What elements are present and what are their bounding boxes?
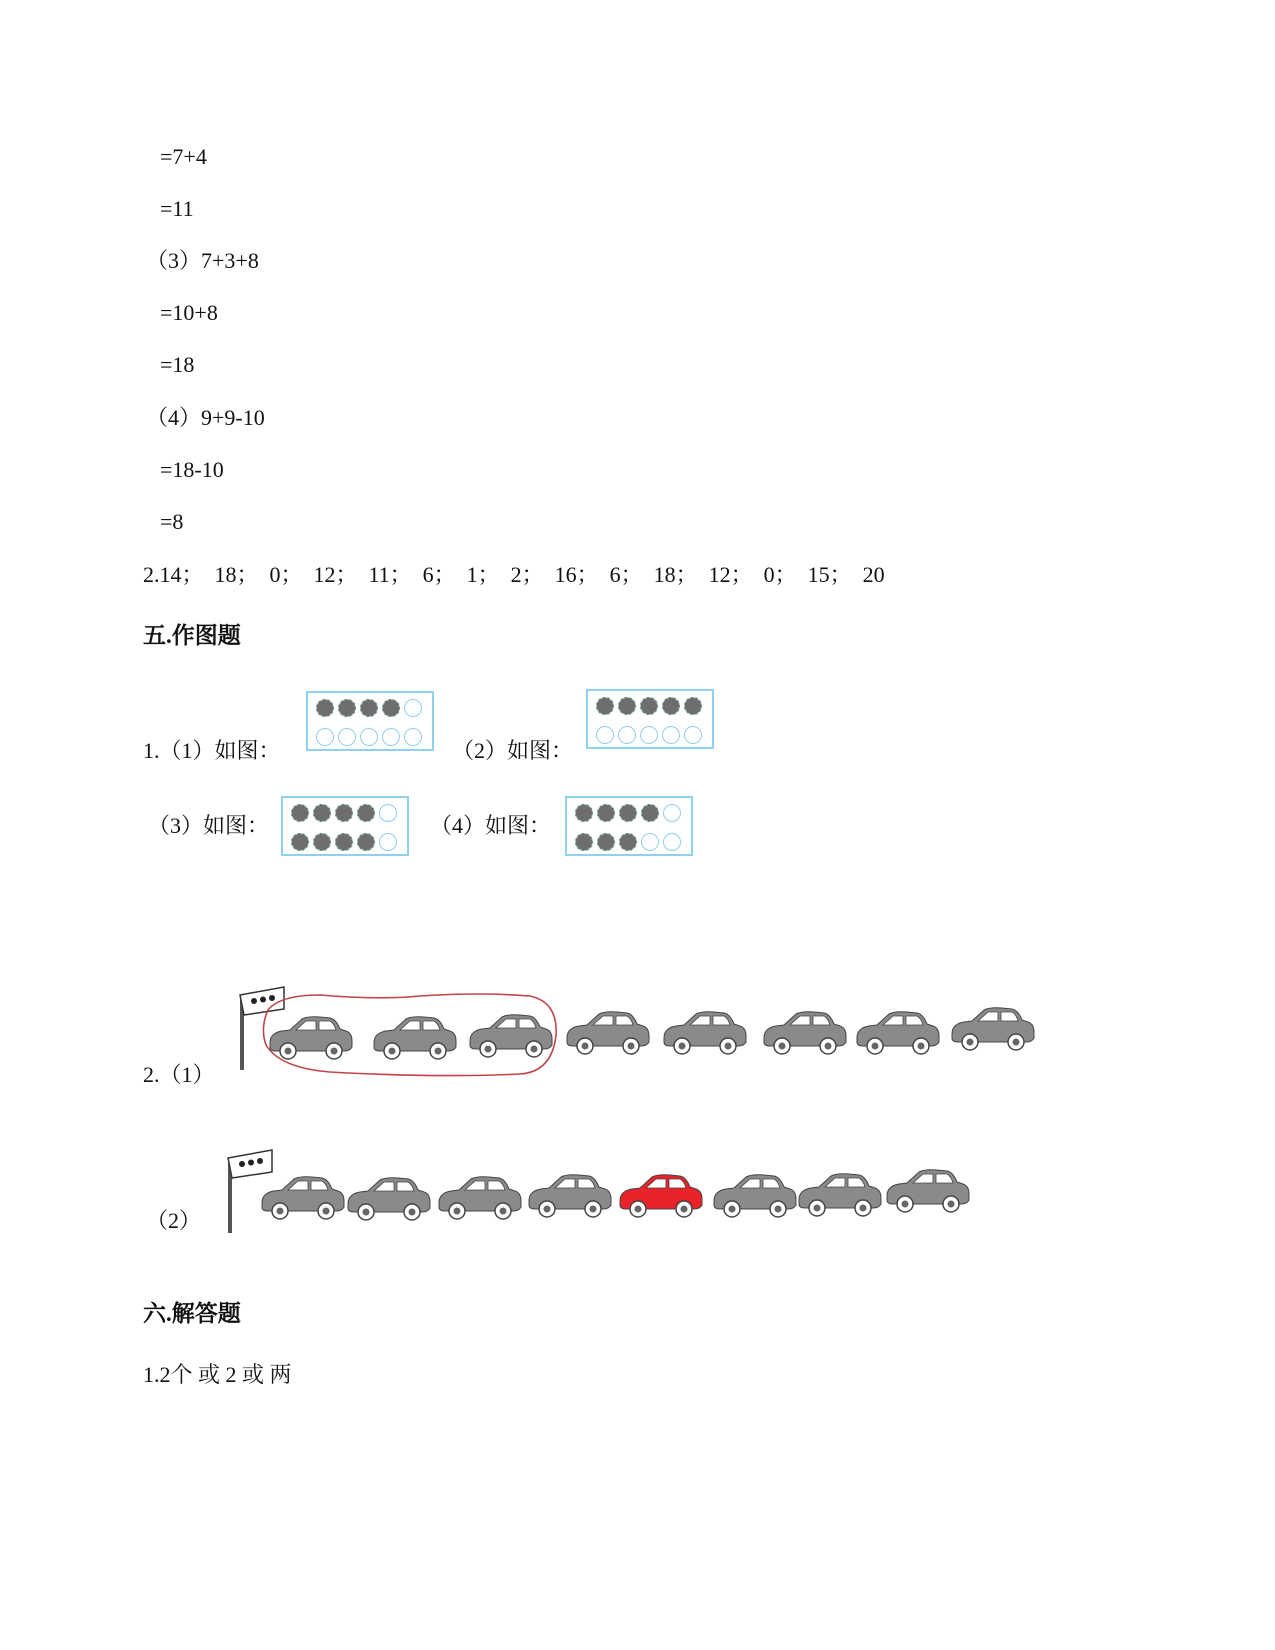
car-icon bbox=[567, 1012, 649, 1054]
calc-line: =11 bbox=[160, 196, 194, 221]
car-icon bbox=[470, 1015, 552, 1057]
question-label: （3）如图： bbox=[148, 813, 270, 838]
calc-line: （3）7+3+8 bbox=[146, 248, 259, 273]
question-label: （2） bbox=[146, 1208, 202, 1233]
car-icon bbox=[374, 1017, 456, 1059]
calc-line: =10+8 bbox=[160, 300, 218, 325]
red-car-icon bbox=[620, 1175, 702, 1217]
traffic-signal-icon bbox=[228, 1150, 272, 1233]
question-label: 1.（1）如图： bbox=[143, 738, 281, 763]
calc-line: =8 bbox=[160, 509, 184, 534]
section-title: 六.解答题 bbox=[143, 1301, 241, 1326]
answer-line: 1.2个 或 2 或 两 bbox=[143, 1362, 292, 1387]
car-icon bbox=[664, 1012, 746, 1054]
car-icon bbox=[262, 1177, 344, 1219]
car-icon bbox=[887, 1170, 969, 1212]
section-title: 五.作图题 bbox=[143, 623, 241, 648]
question-label: （2）如图： bbox=[452, 738, 574, 763]
car-icon bbox=[799, 1174, 881, 1216]
car-icon bbox=[857, 1012, 939, 1054]
car-icon bbox=[348, 1178, 430, 1220]
question-label: （4）如图： bbox=[430, 813, 552, 838]
car-icon bbox=[952, 1008, 1034, 1050]
calc-line: =7+4 bbox=[160, 144, 207, 169]
calc-line: =18 bbox=[160, 352, 195, 377]
car-icon bbox=[529, 1175, 611, 1217]
calc-line: =18-10 bbox=[160, 457, 224, 482]
car-icon bbox=[764, 1012, 846, 1054]
answers-line: 2.14； 18； 0； 12； 11； 6； 1； 2； 16； 6； 18； 12； 0； 15； 20 bbox=[143, 562, 885, 587]
calc-line: （4）9+9-10 bbox=[146, 405, 265, 430]
question-label: 2.（1） bbox=[143, 1062, 215, 1087]
car-icon bbox=[270, 1017, 352, 1059]
car-icon bbox=[439, 1177, 521, 1219]
car-icon bbox=[714, 1175, 796, 1217]
